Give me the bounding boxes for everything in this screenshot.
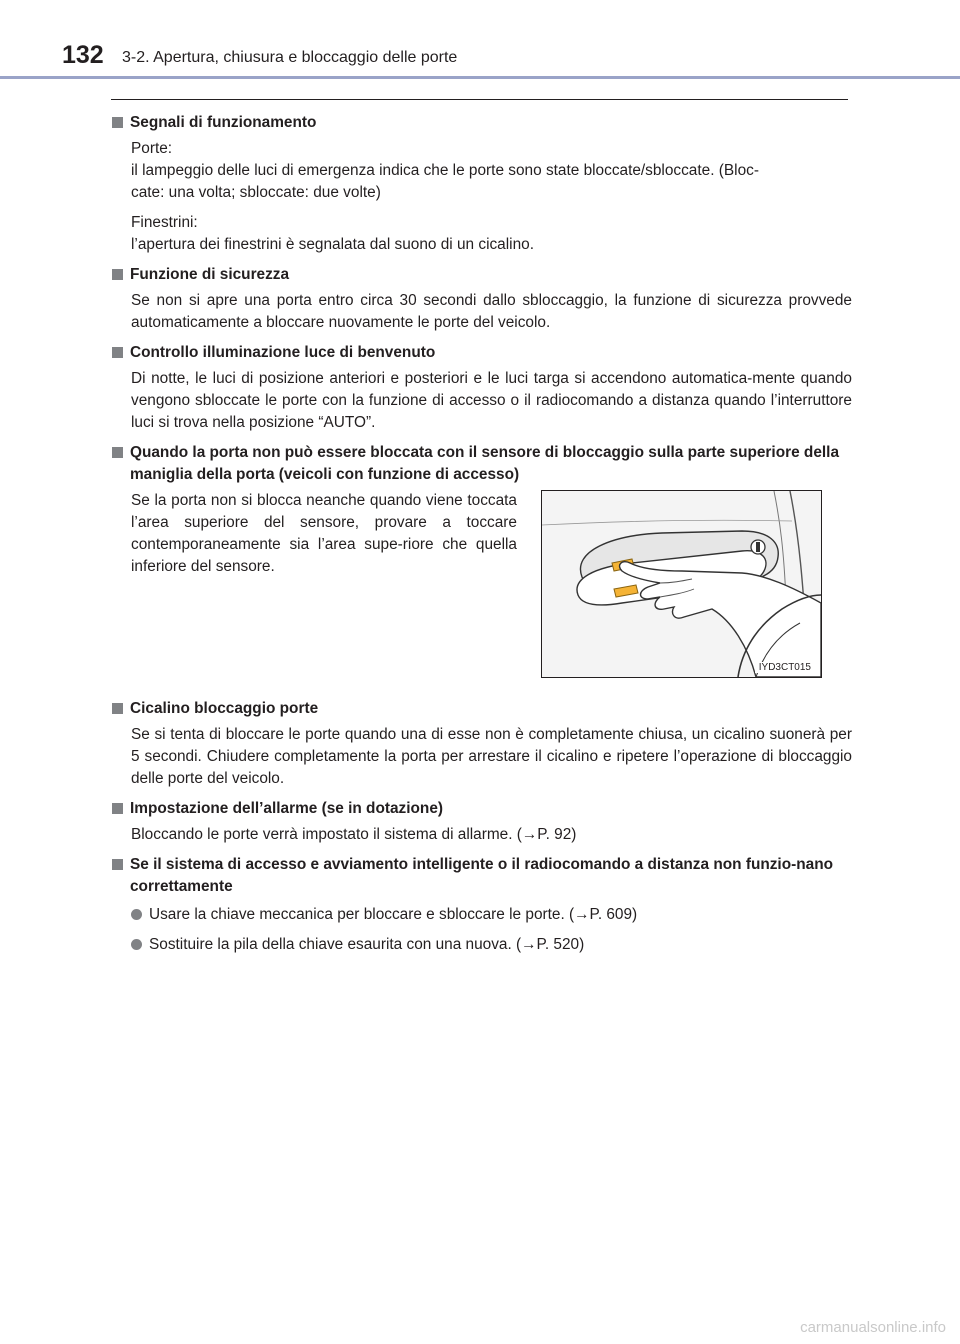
section-lock-sensor [112, 442, 852, 678]
section-security-function [112, 264, 852, 334]
square-bullet-icon [112, 447, 123, 458]
hand-touching-handle-icon [542, 491, 821, 677]
list-item: Sostituire la pila della chiave esaurita con una nuova. (→P. 520) [131, 934, 852, 956]
section-heading: Quando la porta non può essere bloccata con il sensore di bloccaggio sulla parte superiore della maniglia della porta (veicoli con funzione di accesso) [112, 442, 852, 486]
page-number: 132 [62, 41, 104, 69]
section-heading: Funzione di sicurezza [112, 264, 852, 286]
section-alarm-setting [112, 798, 852, 846]
list-item: Usare la chiave meccanica per bloccare e sbloccare le porte. (→P. 609) [131, 904, 852, 926]
square-bullet-icon [112, 269, 123, 280]
figure-caption-text: Se la porta non si blocca neanche quando viene toccata l’area superiore del sensore, provare a toccare contemporaneamente sia l’area supe-riore che quella inferiore del sensore. [131, 492, 517, 575]
section-heading: Impostazione dell’allarme (se in dotazione) [112, 798, 852, 820]
watermark: carmanualsonline.info [800, 1319, 946, 1336]
square-bullet-icon [112, 803, 123, 814]
door-handle-illustration [541, 490, 822, 678]
section-lock-buzzer [112, 698, 852, 790]
circle-bullet-icon [131, 909, 142, 920]
section-divider [111, 99, 848, 100]
header-rule [0, 76, 960, 79]
bullet-list [131, 904, 852, 956]
square-bullet-icon [112, 117, 123, 128]
paragraph: Bloccando le porte verrà impostato il sistema di allarme. (→P. 92) [131, 826, 577, 843]
circle-bullet-icon [131, 939, 142, 950]
section-heading: Segnali di funzionamento [112, 112, 852, 134]
square-bullet-icon [112, 347, 123, 358]
chapter-title: 3-2. Apertura, chiusura e bloccaggio delle porte [122, 49, 458, 66]
section-heading: Controllo illuminazione luce di benvenuto [112, 342, 852, 364]
paragraph-windows: Finestrini: l’apertura dei finestrini è segnalata dal suono di un cicalino. [131, 214, 534, 253]
section-malfunction [112, 854, 852, 956]
square-bullet-icon [112, 703, 123, 714]
page-content [112, 112, 852, 964]
page-header [0, 0, 960, 80]
paragraph: Se si tenta di bloccare le porte quando una di esse non è completamente chiusa, un cicalino suonerà per 5 secondi. Chiudere completamente la porta per arrestare il cicalino e ripetere l’operazione di bloccaggio delle porte del veicolo. [131, 726, 852, 787]
section-heading: Cicalino bloccaggio porte [112, 698, 852, 720]
paragraph-doors: Porte: il lampeggio delle luci di emergenza indica che le porte sono state bloccate/sbloccate. (Bloc- cate: una volta; sbloccate: due volte) [131, 140, 759, 201]
section-heading: Se il sistema di accesso e avviamento intelligente o il radiocomando a distanza non funzio-nano correttamente [112, 854, 852, 898]
square-bullet-icon [112, 859, 123, 870]
section-welcome-light [112, 342, 852, 434]
section-operation-signals [112, 112, 852, 256]
figure-code: IYD3CT015 [755, 662, 815, 673]
paragraph: Di notte, le luci di posizione anteriori e posteriori e le luci targa si accendono automatica-mente quando vengono sbloccate le porte con la funzione di accesso o il radiocomando a distanza quando l’interruttore luci si trova nella posizione “AUTO”. [131, 370, 852, 431]
paragraph: Se non si apre una porta entro circa 30 secondi dallo sbloccaggio, la funzione di sicurezza provvede automaticamente a bloccare nuovamente le porte del veicolo. [131, 292, 852, 331]
figure-block [131, 490, 852, 678]
